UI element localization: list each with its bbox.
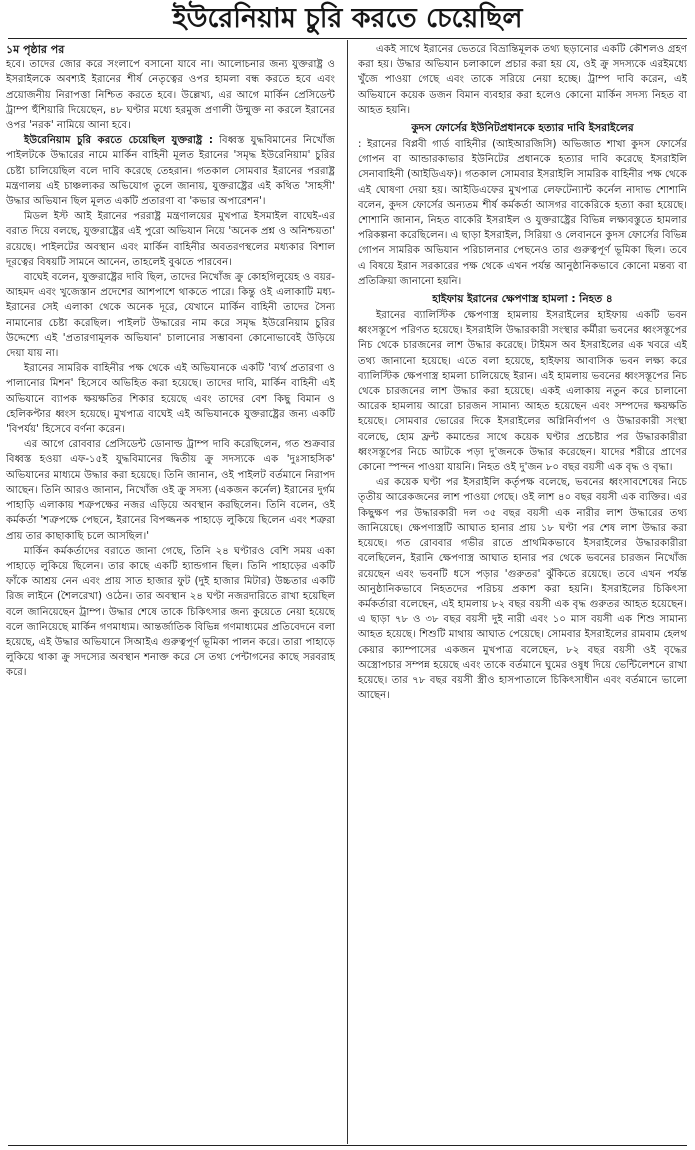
continued-label: ১ম পৃষ্ঠার পর (6, 43, 65, 56)
footer-rule (8, 1145, 687, 1146)
paragraph: বাঘেই বলেন, যুক্তরাষ্ট্রের দাবি ছিল, তাদের নিখোঁজ ক্রু কোহগিলুয়েহ ও বয়র-আহমদ এবং খুজেস্তান প্রদেশের আশপাশে থাকতে পারে। কিন্তু ওই এলাকাটি মধ্য-ইরানের সেই এলাকা থেকে অনেক দূরে, যেখানে মার্কিন বাহিনী তাদের সৈন্য নামানোর চেষ্টা করেছিল। পাইলট উদ্ধারের নাম করে সমৃদ্ধ ইউরেনিয়াম চুরির উদ্দেশ্যে এই 'প্রতারণামূলক অভিযান' চালানোর সম্ভাবনা কোনোভাবেই উড়িয়ে দেয়া যায় না। (6, 272, 335, 360)
section-heading: কুদস ফোর্সের ইউনিটপ্রধানকে হত্যার দাবি ইসরাইলের (411, 122, 634, 135)
section-heading: হাইফায় ইরানের ক্ষেপণাস্ত্র হামলা : নিহত ৪ (432, 293, 613, 306)
headline-rule (8, 38, 687, 39)
paragraph: : ইরানের বিপ্লবী গার্ড বাহিনীর (আইআরজিসি) অভিজাত শাখা কুদস ফোর্সের গোপন বা আন্ডারকাভার ইউনিটের প্রধানকে হত্যার দাবি করেছে ইসরাইলি সেনাবাহিনী (আইডিএফ)। গতকাল সোমবার ইসরাইলি সামরিক বাহিনীর পক্ষ থেকে এই ঘোষণা দেয়া হয়। আইডিএফের মুখপাত্র লেফটেন্যান্ট কর্নেল নাদাভ শোশানি বলেন, কুদস ফোর্সের অন্যতম শীর্ষ কর্মকর্তা আসগর বাকেরিকে হত্যা করা হয়েছে। শোশানি জানান, নিহত বাকেরি ইসরাইল ও যুক্তরাষ্ট্রের বিভিন্ন লক্ষ্যবস্তুতে হামলার পরিকল্পনা করেছিলেন। এ ছাড়া ইসরাইল, সিরিয়া ও লেবাননে কুদস ফোর্সের বিভিন্ন গোপন সামরিক অভিযান পরিচালনার পেছনেও তার গুরুত্বপূর্ণ ভূমিকা ছিল। তবে এ বিষয়ে ইরান সরকারের পক্ষ থেকে এখন পর্যন্ত আনুষ্ঠানিকভাবে কোনো মন্তব্য বা প্রতিক্রিয়া জানানো হয়নি। (358, 139, 687, 287)
paragraph: ইরানের সামরিক বাহিনীর পক্ষ থেকে এই অভিযানকে একটি 'ব্যর্থ প্রতারণা ও পালানোর মিশন' হিসেবে অভিহিত করা হয়েছে। তাদের দাবি, মার্কিন বাহিনী এই অভিযানে ব্যাপক ক্ষয়ক্ষতির শিকার হয়েছে এবং তাদের বেশ কিছু বিমান ও হেলিকপ্টার ধ্বংস হয়েছে। মুখপাত্র বাঘেই এই অভিযানকে যুক্তরাষ্ট্রের জন্য একটি 'বিপর্যয়' হিসেবে বর্ণনা করেন। (6, 363, 335, 436)
paragraph: মিডল ইস্ট আই ইরানের পররাষ্ট্র মন্ত্রণালয়ের মুখপাত্র ইসমাইল বাঘেই-এর বরাত দিয়ে বলছে, যুক্তরাষ্ট্রের এই পুরো অভিযান নিয়ে 'অনেক প্রশ্ন ও অনিশ্চয়তা' রয়েছে। পাইলটের অবস্থান এবং মার্কিন বাহিনীর অবতরণস্থলের মধ্যকার বিশাল দূরত্বের বিষয়টি সামনে আনেন, তাহলেই বুঝতে পারবেন। (6, 211, 335, 268)
paragraph-text: বিধ্বস্ত যুদ্ধবিমানের নিখোঁজ পাইলটকে উদ্ধারের নামে মার্কিন বাহিনী মূলত ইরানের 'সমৃদ্ধ ইউরেনিয়াম' চুরির চেষ্টা চালিয়েছিল বলে দাবি করেছে তেহরান। গতকাল সোমবার ইরানের পররাষ্ট্র মন্ত্রণালয় এই চাঞ্চল্যকর অভিযোগ তুলে জানায়, যুক্তরাষ্ট্রের এই কথিত 'সাহসী' উদ্ধার অভিযান ছিল মূলত একটি প্রতারণা বা 'কভার অপারেশন'। (6, 135, 335, 208)
paragraph-with-subhead (6, 133, 335, 209)
headline: ইউরেনিয়াম চুরি করতে চেয়েছিল (172, 3, 523, 34)
column-divider (347, 40, 348, 1144)
right-column (358, 42, 687, 1142)
paragraph: এর কয়েক ঘণ্টা পর ইসরাইলি কর্তৃপক্ষ বলেছে, ভবনের ধ্বংসাবশেষের নিচে তৃতীয় আরেকজনের লাশ পাওয়া গেছে। ওই লাশ ৪০ বছর বয়সী এক ব্যক্তির। এর কিছুক্ষণ পর উদ্ধারকারী দল ৩৫ বছর বয়সী এক নারীর লাশ উদ্ধারের তথ্য জানিয়েছে। ক্ষেপণাস্ত্রটি আঘাত হানার প্রায় ১৮ ঘণ্টা পর শেষ লাশ উদ্ধার করা হয়েছে। গত রোববার গভীর রাতে প্রাথমিকভাবে ইসরাইলের উদ্ধারকারীরা বলেছিলেন, ইরানি ক্ষেপণাস্ত্র আঘাত হানার পর থেকে ভবনের চারজন নিখোঁজ রয়েছেন এবং ভবনটি ধসে পড়ার 'গুরুতর' ঝুঁকিতে রয়েছে। তবে এখন পর্যন্ত আনুষ্ঠানিকভাবে নিহতদের পরিচয় প্রকাশ করা হয়নি। ইসরাইলের চিকিৎসা কর্মকর্তারা বলেছেন, এই হামলায় ৮২ বছর বয়সী এক বৃদ্ধ গুরুতর আহত হয়েছেন। এ ছাড়া ৭৮ ও ৩৮ বছর বয়সী দুই নারী এবং ১০ মাস বয়সী এক শিশু সামান্য আহত হয়েছে। শিশুটি মাথায় আঘাত পেয়েছে। সোমবার ইসরাইলের রামবাম হেলথ কেয়ার ক্যাম্পাসের একজন মুখপাত্র বলেছেন, ৮২ বছর বয়সী ওই বৃদ্ধের অস্ত্রোপচার সম্পন্ন হয়েছে এবং তাকে বর্তমানে ঘুমের ওষুধ দিয়ে ভেন্টিলেশনে রাখা হয়েছে। তার ৭৮ বছর বয়সী স্ত্রীও হাসপাতালে চিকিৎসাধীন এবং বর্তমানে ভালো আছেন। (358, 477, 687, 702)
paragraph: হবে। তাদের জোর করে সংলাপে বসানো যাবে না। আলোচনার জন্য যুক্তরাষ্ট্র ও ইসরাইলকে অবশ্যই ইরানের শীর্ষ নেতৃত্বের ওপর হামলা বন্ধ করতে হবে এবং প্রয়োজনীয় নিরাপত্তা নিশ্চিত করতে হবে। উল্লেখ্য, এর আগে মার্কিন প্রেসিডেন্ট ট্রাম্প হুঁশিয়ারি দিয়েছেন, ৪৮ ঘণ্টার মধ্যে হরমুজ প্রণালী উন্মুক্ত না করলে ইরানের ওপর 'নরক' নামিয়ে আনা হবে। (6, 59, 335, 132)
paragraph: এর আগে রোববার প্রেসিডেন্ট ডোনাল্ড ট্রাম্প দাবি করেছিলেন, গত শুক্রবার বিধ্বস্ত হওয়া এফ-১৫ই যুদ্ধবিমানের দ্বিতীয় ক্রু সদস্যকে এক 'দুঃসাহসিক' অভিযানের মাধ্যমে উদ্ধার করা হয়েছে। তিনি জানান, ওই পাইলট বর্তমানে নিরাপদ আছেন। তিনি আরও জানান, নিখোঁজ ওই ক্রু সদস্য (একজন কর্নেল) ইরানের দুর্গম পাহাড়ি এলাকায় শত্রুপক্ষের নজর এড়িয়ে অবস্থান করছিলেন। তিনি বলেন, ওই কর্মকর্তা 'শত্রুপক্ষে পেছনে, ইরানের বিপজ্জনক পাহাড়ে লুকিয়ে ছিলেন এবং শত্রুরা প্রায় তার কাছাকাছি চলে আসছিল।' (6, 439, 335, 542)
left-column (6, 42, 335, 1142)
subheading: ইউরেনিয়াম চুরি করতে চেয়েছিল যুক্তরাষ্ট্র : (24, 135, 213, 147)
paragraph: মার্কিন কর্মকর্তাদের বরাতে জানা গেছে, তিনি ২৪ ঘণ্টারও বেশি সময় একা পাহাড়ে লুকিয়ে ছিলেন। তার কাছে একটি হ্যান্ডগান ছিল। তিনি পাহাড়ের একটি ফাঁকে আশ্রয় নেন এবং প্রায় সাত হাজার ফুট (দুই হাজার মিটার) উচ্চতার একটি রিজ লাইনে (শৈলরেখা) ওঠেন। তার অবস্থান ২৪ ঘণ্টা নজরদারিতে রাখা হয়েছিল বলে জানিয়েছেন ট্রাম্প। উদ্ধার শেষে তাকে চিকিৎসার জন্য কুয়েতে নেয়া হয়েছে বলে জানিয়েছে মার্কিন গণমাধ্যম। আন্তর্জাতিক বিভিন্ন গণমাধ্যমের প্রতিবেদনে বলা হয়েছে, এই উদ্ধার অভিযানে সিআইএ গুরুত্বপূর্ণ ভূমিকা পালন করে। তারা পাহাড়ে লুকিয়ে থাকা ক্রু সদস্যের অবস্থান শনাক্ত করে সে তথ্য পেন্টাগনের কাছে সরবরাহ করে। (6, 545, 335, 679)
paragraph: একই সাথে ইরানের ভেতরে বিভ্রান্তিমূলক তথ্য ছড়ানোর একটি কৌশলও গ্রহণ করা হয়। উদ্ধার অভিযান চলাকালে প্রচার করা হয় যে, ওই ক্রু সদস্যকে এরইমধ্যে খুঁজে পাওয়া গেছে এবং তাকে সরিয়ে নেয়া হচ্ছে। ট্রাম্প দাবি করেন, এই অভিযানে কয়েক ডজন বিমান ব্যবহার করা হলেও কোনো মার্কিন সদস্য নিহত বা আহত হয়নি। (358, 44, 687, 116)
paragraph: ইরানের ব্যালিস্টিক ক্ষেপণাস্ত্র হামলায় ইসরাইলের হাইফায় একটি ভবন ধ্বংসস্তূপে পরিণত হয়েছে। ইসরাইলি উদ্ধারকারী সংস্থার কর্মীরা ভবনের ধ্বংসস্তূপের নিচ থেকে চারজনের লাশ উদ্ধার করেছে। টাইমস অব ইসরাইলের এক খবরে এই তথ্য জানানো হয়েছে। এতে বলা হয়েছে, হাইফায় আবাসিক ভবন লক্ষ্য করে ব্যালিস্টিক ক্ষেপণাস্ত্র হামলা চালিয়েছে ইরান। এই হামলায় ভবনের ধ্বংসস্তূপের নিচ থেকে চারজনের লাশ উদ্ধার করা হয়েছে। একই এলাকায় নতুন করে চালানো আরেক হামলায় আরো চারজন সামান্য আহত হয়েছেন এবং সম্পদের ক্ষয়ক্ষতি হয়েছে। সোমবার ভোরের দিকে ইসরাইলের অগ্নিনির্বাপণ ও উদ্ধারকারী সংস্থা বলেছে, হোম ফ্রন্ট কমান্ডের সাথে কয়েক ঘণ্টার প্রচেষ্টার পর উদ্ধারকারীরা ধ্বংসস্তূপের নিচে আটকে পড়া দু'জনকে উদ্ধার করেছেন। যাদের শরীরে প্রাণের কোনো স্পন্দন পাওয়া যায়নি। নিহত ওই দু'জন ৮০ বছর বয়সী এক বৃদ্ধ ও বৃদ্ধা। (358, 310, 687, 474)
